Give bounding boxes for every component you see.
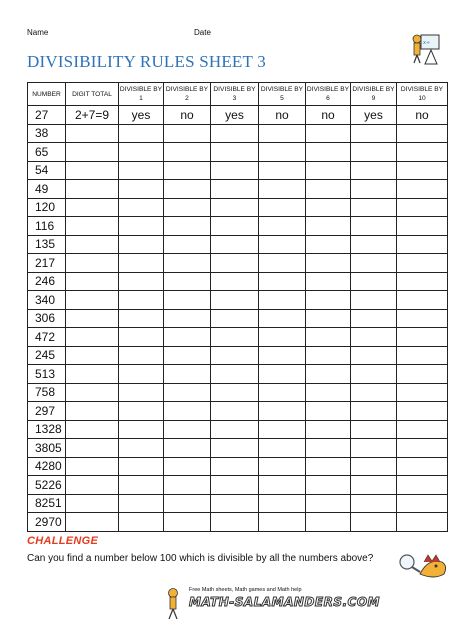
- column-header: DIGIT TOTAL: [66, 83, 119, 106]
- answer-cell[interactable]: [164, 439, 211, 458]
- answer-cell[interactable]: [164, 383, 211, 402]
- answer-cell[interactable]: [164, 513, 211, 532]
- answer-cell[interactable]: [66, 291, 119, 310]
- answer-cell[interactable]: [306, 457, 351, 476]
- answer-cell[interactable]: [211, 439, 259, 458]
- answer-cell[interactable]: [259, 291, 306, 310]
- answer-cell[interactable]: [397, 402, 448, 421]
- answer-cell[interactable]: [351, 161, 397, 180]
- table-row: [28, 513, 448, 532]
- column-header: DIVISIBLE BY 1: [119, 83, 164, 106]
- answer-cell[interactable]: [351, 383, 397, 402]
- answer-cell[interactable]: [397, 254, 448, 273]
- answer-cell[interactable]: [306, 217, 351, 236]
- answer-cell[interactable]: [306, 309, 351, 328]
- worksheet-title: DIVISIBILITY RULES SHEET 3: [27, 52, 266, 71]
- answer-cell[interactable]: [66, 513, 119, 532]
- date-label: Date: [194, 28, 211, 37]
- footer-brand: MATH-SALAMANDERS.COM: [189, 595, 380, 609]
- answer-cell[interactable]: [211, 124, 259, 143]
- answer-cell[interactable]: [351, 309, 397, 328]
- answer-cell[interactable]: [119, 198, 164, 217]
- table-row: [28, 161, 448, 180]
- answer-cell[interactable]: [259, 217, 306, 236]
- answer-cell[interactable]: [397, 180, 448, 199]
- answer-cell[interactable]: [66, 457, 119, 476]
- answer-cell[interactable]: [211, 513, 259, 532]
- answer-cell[interactable]: [164, 402, 211, 421]
- answer-cell[interactable]: [164, 346, 211, 365]
- answer-cell[interactable]: [306, 383, 351, 402]
- answer-cell[interactable]: [211, 420, 259, 439]
- column-header: DIVISIBLE BY 3: [211, 83, 259, 106]
- answer-cell[interactable]: [306, 235, 351, 254]
- answer-cell[interactable]: [66, 439, 119, 458]
- answer-cell[interactable]: [397, 198, 448, 217]
- table-cell: no: [259, 106, 306, 125]
- answer-cell[interactable]: [164, 272, 211, 291]
- column-header: DIVISIBLE BY 6: [306, 83, 351, 106]
- answer-cell[interactable]: [306, 198, 351, 217]
- table-row: [28, 143, 448, 162]
- answer-cell[interactable]: [397, 476, 448, 495]
- answer-cell[interactable]: [351, 272, 397, 291]
- number-cell: 1328: [28, 420, 66, 439]
- table-cell: yes: [351, 106, 397, 125]
- answer-cell[interactable]: [259, 328, 306, 347]
- table-row: [28, 494, 448, 513]
- answer-cell[interactable]: [164, 309, 211, 328]
- number-cell: 135: [28, 235, 66, 254]
- answer-cell[interactable]: [119, 235, 164, 254]
- answer-cell[interactable]: [259, 254, 306, 273]
- answer-cell[interactable]: [351, 476, 397, 495]
- answer-cell[interactable]: [119, 383, 164, 402]
- answer-cell[interactable]: [397, 217, 448, 236]
- answer-cell[interactable]: [259, 143, 306, 162]
- table-row: [28, 420, 448, 439]
- answer-cell[interactable]: [397, 513, 448, 532]
- answer-cell[interactable]: [306, 272, 351, 291]
- answer-cell[interactable]: [211, 383, 259, 402]
- answer-cell[interactable]: [164, 143, 211, 162]
- answer-cell[interactable]: [259, 439, 306, 458]
- table-row: [28, 365, 448, 384]
- answer-cell[interactable]: [211, 217, 259, 236]
- answer-cell[interactable]: [119, 124, 164, 143]
- answer-cell[interactable]: [119, 439, 164, 458]
- answer-cell[interactable]: [119, 328, 164, 347]
- number-cell: 65: [28, 143, 66, 162]
- name-label: Name: [27, 28, 49, 37]
- answer-cell[interactable]: [211, 402, 259, 421]
- answer-cell[interactable]: [259, 235, 306, 254]
- answer-cell[interactable]: [259, 346, 306, 365]
- answer-cell[interactable]: [119, 420, 164, 439]
- answer-cell[interactable]: [164, 180, 211, 199]
- number-cell: 4280: [28, 457, 66, 476]
- answer-cell[interactable]: [306, 180, 351, 199]
- answer-cell[interactable]: [66, 402, 119, 421]
- table-row: [28, 180, 448, 199]
- answer-cell[interactable]: [119, 494, 164, 513]
- answer-cell[interactable]: [306, 476, 351, 495]
- answer-cell[interactable]: [119, 476, 164, 495]
- answer-cell[interactable]: [66, 180, 119, 199]
- number-cell: 2970: [28, 513, 66, 532]
- answer-cell[interactable]: [306, 291, 351, 310]
- answer-cell[interactable]: [66, 235, 119, 254]
- answer-cell[interactable]: [259, 124, 306, 143]
- answer-cell[interactable]: [306, 439, 351, 458]
- number-cell: 49: [28, 180, 66, 199]
- divisibility-table: [27, 82, 448, 532]
- svg-text:x÷: x÷: [423, 40, 431, 46]
- number-cell: 3805: [28, 439, 66, 458]
- example-row: [28, 106, 448, 125]
- answer-cell[interactable]: [306, 124, 351, 143]
- answer-cell[interactable]: [66, 328, 119, 347]
- answer-cell[interactable]: [397, 328, 448, 347]
- column-header: DIVISIBLE BY 9: [351, 83, 397, 106]
- table-row: [28, 309, 448, 328]
- answer-cell[interactable]: [351, 291, 397, 310]
- answer-cell[interactable]: [351, 457, 397, 476]
- challenge-question: Can you find a number below 100 which is divisible by all the numbers above?: [27, 553, 374, 564]
- table-row: [28, 346, 448, 365]
- table-cell: yes: [211, 106, 259, 125]
- table-cell: no: [306, 106, 351, 125]
- answer-cell[interactable]: [66, 309, 119, 328]
- answer-cell[interactable]: [397, 161, 448, 180]
- answer-cell[interactable]: [351, 180, 397, 199]
- answer-cell[interactable]: [306, 328, 351, 347]
- answer-cell[interactable]: [211, 235, 259, 254]
- answer-cell[interactable]: [397, 272, 448, 291]
- answer-cell[interactable]: [211, 161, 259, 180]
- answer-cell[interactable]: [351, 365, 397, 384]
- answer-cell[interactable]: [306, 513, 351, 532]
- answer-cell[interactable]: [306, 346, 351, 365]
- table-row: [28, 328, 448, 347]
- number-cell: 513: [28, 365, 66, 384]
- number-cell: 5226: [28, 476, 66, 495]
- answer-cell[interactable]: [164, 291, 211, 310]
- answer-cell[interactable]: [397, 494, 448, 513]
- answer-cell[interactable]: [259, 180, 306, 199]
- column-header: NUMBER: [28, 83, 66, 106]
- answer-cell[interactable]: [66, 383, 119, 402]
- column-header: DIVISIBLE BY 10: [397, 83, 448, 106]
- table-row: [28, 217, 448, 236]
- answer-cell[interactable]: [164, 365, 211, 384]
- answer-cell[interactable]: [211, 180, 259, 199]
- answer-cell[interactable]: [66, 198, 119, 217]
- answer-cell[interactable]: [211, 272, 259, 291]
- column-header: DIVISIBLE BY 5: [259, 83, 306, 106]
- table-row: [28, 476, 448, 495]
- answer-cell[interactable]: [351, 494, 397, 513]
- answer-cell[interactable]: [119, 365, 164, 384]
- answer-cell[interactable]: [66, 420, 119, 439]
- answer-cell[interactable]: [164, 161, 211, 180]
- answer-cell[interactable]: [397, 457, 448, 476]
- answer-cell[interactable]: [351, 124, 397, 143]
- answer-cell[interactable]: [306, 161, 351, 180]
- answer-cell[interactable]: [164, 217, 211, 236]
- answer-cell[interactable]: [119, 143, 164, 162]
- column-header: DIVISIBLE BY 2: [164, 83, 211, 106]
- answer-cell[interactable]: [164, 494, 211, 513]
- footer-branding: [162, 587, 380, 621]
- answer-cell[interactable]: [211, 457, 259, 476]
- number-cell: 245: [28, 346, 66, 365]
- answer-cell[interactable]: [351, 235, 397, 254]
- answer-cell[interactable]: [351, 217, 397, 236]
- answer-cell[interactable]: [259, 494, 306, 513]
- table-row: [28, 124, 448, 143]
- answer-cell[interactable]: [211, 254, 259, 273]
- answer-cell[interactable]: [397, 143, 448, 162]
- answer-cell[interactable]: [211, 198, 259, 217]
- challenge-heading: CHALLENGE: [27, 535, 99, 547]
- salamander-magnifier-icon: [398, 550, 450, 584]
- answer-cell[interactable]: [306, 365, 351, 384]
- answer-cell[interactable]: [119, 346, 164, 365]
- answer-cell[interactable]: [397, 383, 448, 402]
- answer-cell[interactable]: [351, 420, 397, 439]
- answer-cell[interactable]: [211, 494, 259, 513]
- answer-cell[interactable]: [164, 457, 211, 476]
- answer-cell[interactable]: [119, 457, 164, 476]
- answer-cell[interactable]: [211, 328, 259, 347]
- answer-cell[interactable]: [306, 402, 351, 421]
- answer-cell[interactable]: [119, 402, 164, 421]
- answer-cell[interactable]: [306, 494, 351, 513]
- answer-cell[interactable]: [119, 309, 164, 328]
- number-cell: 120: [28, 198, 66, 217]
- table-row: [28, 439, 448, 458]
- number-cell: 297: [28, 402, 66, 421]
- answer-cell[interactable]: [351, 328, 397, 347]
- answer-cell[interactable]: [164, 476, 211, 495]
- answer-cell[interactable]: [211, 291, 259, 310]
- answer-cell[interactable]: [66, 254, 119, 273]
- answer-cell[interactable]: [351, 439, 397, 458]
- salamander-teacher-icon: [409, 32, 441, 66]
- answer-cell[interactable]: [306, 254, 351, 273]
- number-cell: 217: [28, 254, 66, 273]
- answer-cell[interactable]: [351, 513, 397, 532]
- answer-cell[interactable]: [259, 402, 306, 421]
- answer-cell[interactable]: [164, 124, 211, 143]
- number-cell: 758: [28, 383, 66, 402]
- answer-cell[interactable]: [119, 254, 164, 273]
- answer-cell[interactable]: [66, 272, 119, 291]
- table-cell: no: [164, 106, 211, 125]
- answer-cell[interactable]: [66, 217, 119, 236]
- answer-cell[interactable]: [397, 235, 448, 254]
- answer-cell[interactable]: [66, 494, 119, 513]
- number-cell: 246: [28, 272, 66, 291]
- answer-cell[interactable]: [259, 161, 306, 180]
- table-row: [28, 198, 448, 217]
- answer-cell[interactable]: [351, 402, 397, 421]
- table-row: [28, 402, 448, 421]
- number-cell: 472: [28, 328, 66, 347]
- answer-cell[interactable]: [211, 365, 259, 384]
- answer-cell[interactable]: [66, 124, 119, 143]
- salamander-logo-icon: [162, 587, 184, 621]
- answer-cell[interactable]: [119, 161, 164, 180]
- table-cell: 27: [28, 106, 66, 125]
- answer-cell[interactable]: [119, 217, 164, 236]
- answer-cell[interactable]: [164, 254, 211, 273]
- number-cell: 116: [28, 217, 66, 236]
- answer-cell[interactable]: [397, 124, 448, 143]
- answer-cell[interactable]: [397, 309, 448, 328]
- answer-cell[interactable]: [397, 346, 448, 365]
- footer-tagline: Free Math sheets, Math games and Math help: [189, 587, 302, 593]
- answer-cell[interactable]: [211, 476, 259, 495]
- table-row: [28, 383, 448, 402]
- answer-cell[interactable]: [351, 346, 397, 365]
- answer-cell[interactable]: [351, 198, 397, 217]
- answer-cell[interactable]: [306, 420, 351, 439]
- number-cell: 340: [28, 291, 66, 310]
- answer-cell[interactable]: [119, 180, 164, 199]
- answer-cell[interactable]: [211, 143, 259, 162]
- answer-cell[interactable]: [164, 420, 211, 439]
- answer-cell[interactable]: [164, 235, 211, 254]
- table-cell: yes: [119, 106, 164, 125]
- table-header-row: [28, 83, 448, 106]
- answer-cell[interactable]: [211, 309, 259, 328]
- answer-cell[interactable]: [66, 346, 119, 365]
- answer-cell[interactable]: [119, 513, 164, 532]
- answer-cell[interactable]: [66, 476, 119, 495]
- answer-cell[interactable]: [259, 476, 306, 495]
- answer-cell[interactable]: [306, 143, 351, 162]
- answer-cell[interactable]: [397, 365, 448, 384]
- answer-cell[interactable]: [351, 143, 397, 162]
- table-row: [28, 254, 448, 273]
- answer-cell[interactable]: [259, 272, 306, 291]
- answer-cell[interactable]: [66, 143, 119, 162]
- answer-cell[interactable]: [119, 272, 164, 291]
- answer-cell[interactable]: [119, 291, 164, 310]
- answer-cell[interactable]: [259, 309, 306, 328]
- table-row: [28, 272, 448, 291]
- answer-cell[interactable]: [259, 365, 306, 384]
- answer-cell[interactable]: [164, 198, 211, 217]
- answer-cell[interactable]: [66, 161, 119, 180]
- answer-cell[interactable]: [397, 439, 448, 458]
- table-row: [28, 235, 448, 254]
- answer-cell[interactable]: [351, 254, 397, 273]
- answer-cell[interactable]: [259, 457, 306, 476]
- answer-cell[interactable]: [211, 346, 259, 365]
- answer-cell[interactable]: [259, 420, 306, 439]
- answer-cell[interactable]: [259, 513, 306, 532]
- answer-cell[interactable]: [397, 420, 448, 439]
- table-cell: no: [397, 106, 448, 125]
- table-row: [28, 457, 448, 476]
- answer-cell[interactable]: [259, 383, 306, 402]
- number-cell: 38: [28, 124, 66, 143]
- answer-cell[interactable]: [397, 291, 448, 310]
- table-row: [28, 291, 448, 310]
- answer-cell[interactable]: [66, 365, 119, 384]
- answer-cell[interactable]: [164, 328, 211, 347]
- number-cell: 8251: [28, 494, 66, 513]
- answer-cell[interactable]: [259, 198, 306, 217]
- number-cell: 306: [28, 309, 66, 328]
- number-cell: 54: [28, 161, 66, 180]
- table-cell: 2+7=9: [66, 106, 119, 125]
